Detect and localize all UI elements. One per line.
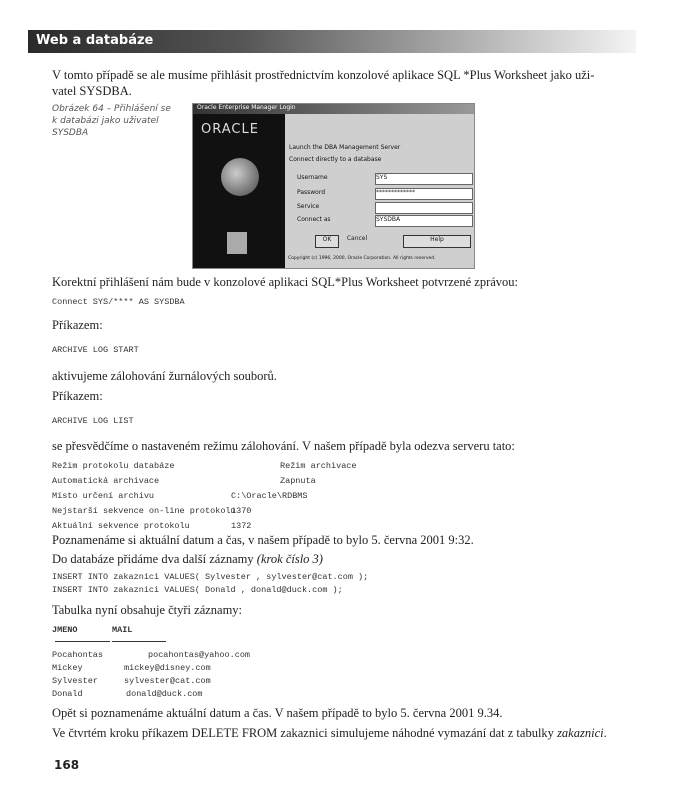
copyright: Copyright (c) 1996, 2000, Oracle Corporation. All rights reserved. bbox=[288, 256, 436, 261]
caption-line: k databázi jako uživatel bbox=[52, 116, 159, 126]
computer-icon bbox=[227, 232, 247, 254]
table-cell: sylvester@cat.com bbox=[124, 676, 211, 686]
paragraph: se přesvědčíme o nastaveném režimu zálohování. V našem případě byla odezva serveru tato: bbox=[52, 439, 515, 453]
username-field: SYS bbox=[375, 173, 473, 185]
field-label: Password bbox=[297, 189, 326, 196]
table-cell: Pocahontas bbox=[52, 650, 104, 660]
column-rule bbox=[112, 641, 166, 642]
archive-label: Režim protokolu databáze bbox=[52, 461, 175, 471]
paragraph: aktivujeme zálohování žurnálových souborů. bbox=[52, 369, 277, 383]
paragraph: Opět si poznamenáme aktuální datum a čas. V našem případě to bylo 5. června 2001 9.34. bbox=[52, 706, 503, 720]
table-cell: Mickey bbox=[52, 663, 83, 673]
caption-line: SYSDBA bbox=[52, 128, 89, 138]
archive-value: Zapnuta bbox=[280, 476, 316, 486]
page-number: 168 bbox=[54, 758, 80, 772]
radio-option-1: Launch the DBA Management Server bbox=[289, 144, 401, 151]
paragraph bbox=[52, 726, 607, 741]
field-label: Username bbox=[297, 174, 328, 181]
intro-line-1: V tomto případě se ale musíme přihlásit prostřednictvím konzolové aplikace SQL *Plus Worksheet jako uži- bbox=[52, 68, 595, 82]
table-cell: donald@duck.com bbox=[126, 689, 203, 699]
code-line: ARCHIVE LOG LIST bbox=[52, 416, 134, 426]
column-header: MAIL bbox=[112, 625, 133, 635]
password-field: ************* bbox=[375, 188, 473, 200]
archive-value: 1370 bbox=[231, 506, 252, 516]
caption-line: Obrázek 64 – Přihlášení se bbox=[52, 104, 171, 114]
network-globe-icon bbox=[221, 158, 259, 196]
archive-label: Nejstarší sekvence on-line protokolu bbox=[52, 506, 236, 516]
dialog-graphic bbox=[193, 114, 285, 268]
archive-label: Aktuální sekvence protokolu bbox=[52, 521, 190, 531]
table-cell: Sylvester bbox=[52, 676, 98, 686]
paragraph: Tabulka nyní obsahuje čtyři záznamy: bbox=[52, 603, 243, 617]
code-line: Connect SYS/**** AS SYSDBA bbox=[52, 297, 185, 307]
dialog-title: Oracle Enterprise Manager Login bbox=[193, 104, 474, 114]
code-line: INSERT INTO zakaznici VALUES( Donald , donald@duck.com ); bbox=[52, 585, 343, 595]
text: . bbox=[603, 726, 607, 740]
connect-as-select: SYSDBA bbox=[375, 215, 473, 227]
paragraph: Korektní přihlášení nám bude v konzolové aplikaci SQL*Plus Worksheet potvrzené zprávou: bbox=[52, 275, 519, 289]
oracle-login-screenshot bbox=[192, 103, 475, 269]
ok-button: OK bbox=[315, 235, 339, 248]
paragraph: Příkazem: bbox=[52, 318, 103, 332]
field-label: Connect as bbox=[297, 216, 331, 223]
code-line: ARCHIVE LOG START bbox=[52, 345, 139, 355]
paragraph bbox=[52, 552, 323, 567]
service-field bbox=[375, 202, 473, 214]
help-button: Help bbox=[403, 235, 471, 248]
text: Ve čtvrtém kroku příkazem DELETE FROM zakaznici simulujeme náhodné vymazání dat z tabulky bbox=[52, 726, 558, 740]
table-cell: mickey@disney.com bbox=[124, 663, 211, 673]
archive-value: 1372 bbox=[231, 521, 252, 531]
chapter-title: Web a databáze bbox=[36, 33, 154, 48]
column-header: JMENO bbox=[52, 625, 78, 635]
paragraph: Příkazem: bbox=[52, 389, 103, 403]
cancel-button: Cancel bbox=[346, 235, 368, 242]
archive-label: Místo určení archivu bbox=[52, 491, 155, 501]
intro-line-2: vatel SYSDBA. bbox=[52, 84, 132, 98]
archive-value: C:\Oracle\RDBMS bbox=[231, 491, 308, 501]
radio-option-2: Connect directly to a database bbox=[289, 156, 382, 163]
code-line: INSERT INTO zakaznici VALUES( Sylvester , sylvester@cat.com ); bbox=[52, 572, 369, 582]
table-cell: pocahontas@yahoo.com bbox=[148, 650, 251, 660]
oracle-logo: ORACLE bbox=[201, 122, 259, 137]
emphasis: zakaznici bbox=[557, 726, 604, 740]
emphasis: (krok číslo 3) bbox=[256, 552, 323, 566]
text: Do databáze přidáme dva další záznamy bbox=[52, 552, 257, 566]
table-cell: Donald bbox=[52, 689, 83, 699]
column-rule bbox=[55, 641, 110, 642]
figure-caption bbox=[52, 103, 171, 139]
archive-value: Režim archivace bbox=[280, 461, 357, 471]
archive-label: Automatická archivace bbox=[52, 476, 160, 486]
field-label: Service bbox=[297, 203, 320, 210]
chapter-header bbox=[28, 30, 636, 53]
paragraph: Poznamenáme si aktuální datum a čas, v našem případě to bylo 5. června 2001 9:32. bbox=[52, 533, 474, 547]
